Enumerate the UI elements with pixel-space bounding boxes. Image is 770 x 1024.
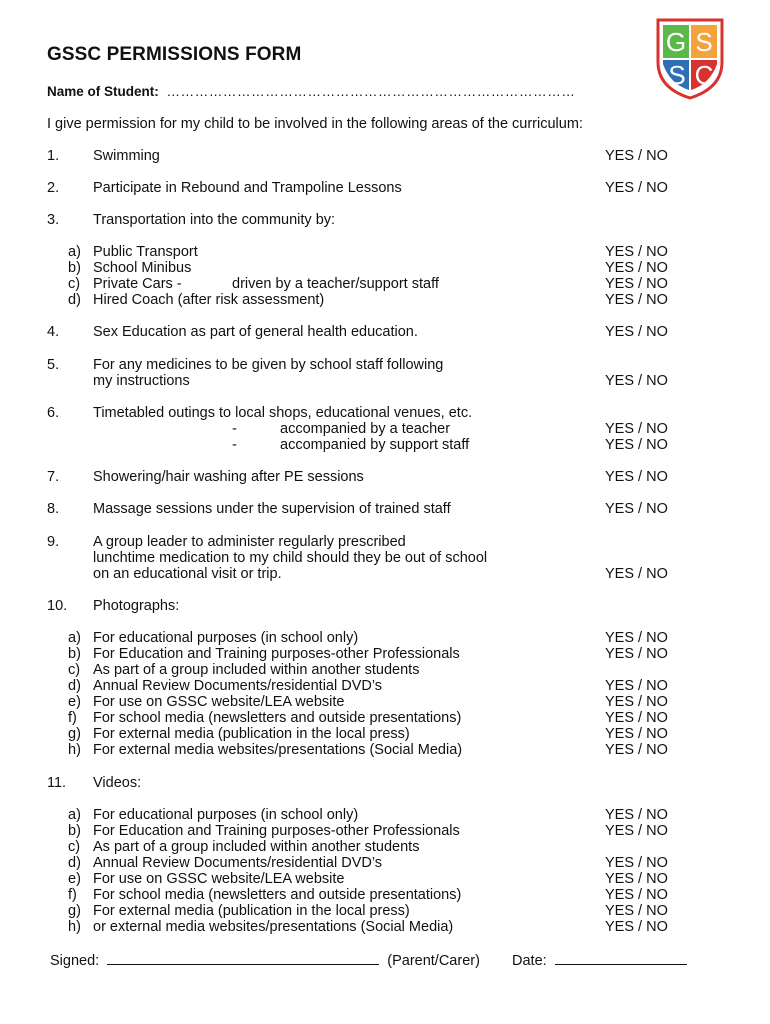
date-label: Date:	[512, 953, 547, 969]
sub-text: For use on GSSC website/LEA website	[93, 694, 345, 710]
logo-letter-g: G	[665, 27, 687, 57]
item-number: 5.	[47, 357, 60, 373]
sub-text: As part of a group included within another students	[93, 839, 420, 855]
sub-letter: h)	[68, 919, 81, 935]
item-number: 10.	[47, 598, 68, 614]
item-text: Swimming	[93, 148, 160, 164]
item-number: 11.	[47, 775, 67, 791]
yes-no-option[interactable]: YES / NO	[605, 437, 668, 453]
yes-no-option[interactable]: YES / NO	[605, 244, 668, 260]
item-text-line: For any medicines to be given by school staff following	[93, 357, 444, 373]
yes-no-option[interactable]: YES / NO	[605, 919, 668, 935]
item-text: Participate in Rebound and Trampoline Lessons	[93, 180, 402, 196]
sub-letter: c)	[68, 839, 81, 855]
signed-label: Signed:	[50, 953, 100, 969]
yes-no-option[interactable]: YES / NO	[605, 855, 668, 871]
item-number: 8.	[47, 501, 60, 517]
item-text: Transportation into the community by:	[93, 212, 336, 228]
sub-text: For external media (publication in the local press)	[93, 903, 410, 919]
sub-text: As part of a group included within another students	[93, 662, 420, 678]
student-name-label: Name of Student:	[47, 84, 159, 99]
yes-no-option[interactable]: YES / NO	[605, 742, 668, 758]
sub-letter: b)	[68, 646, 81, 662]
yes-no-option[interactable]: YES / NO	[605, 871, 668, 887]
yes-no-option[interactable]: YES / NO	[605, 807, 668, 823]
accompanied-option: accompanied by support staff	[280, 437, 470, 453]
sub-text: For educational purposes (in school only)	[93, 630, 359, 646]
sub-letter: d)	[68, 855, 81, 871]
yes-no-option[interactable]: YES / NO	[605, 887, 668, 903]
sub-text: Annual Review Documents/residential DVD’s	[93, 678, 383, 694]
sub-text: For external media websites/presentations (Social Media)	[93, 742, 463, 758]
sub-letter: e)	[68, 694, 81, 710]
sub-letter: g)	[68, 726, 81, 742]
sub-text: or external media websites/presentations (Social Media)	[93, 919, 454, 935]
accompanied-option: accompanied by a teacher	[280, 421, 451, 437]
sub-text: For use on GSSC website/LEA website	[93, 871, 345, 887]
sub-letter: b)	[68, 823, 81, 839]
logo-letter-s2: S	[668, 60, 686, 90]
yes-no-option[interactable]: YES / NO	[605, 694, 668, 710]
form-title: GSSC PERMISSIONS FORM	[47, 44, 302, 65]
sub-text: For school media (newsletters and outside presentations)	[93, 710, 462, 726]
dash-bullet: -	[232, 421, 237, 437]
sub-letter: d)	[68, 678, 81, 694]
student-name-field[interactable]: ……………………………………………………………………………	[166, 84, 576, 99]
logo-letter-c: C	[694, 60, 714, 90]
sub-text: Annual Review Documents/residential DVD’s	[93, 855, 383, 871]
item-text: Showering/hair washing after PE sessions	[93, 469, 364, 485]
yes-no-option[interactable]: YES / NO	[605, 180, 668, 196]
item-text-line: my instructions	[93, 373, 190, 389]
signature-field[interactable]	[107, 952, 379, 965]
yes-no-option[interactable]: YES / NO	[605, 726, 668, 742]
yes-no-option[interactable]: YES / NO	[605, 710, 668, 726]
student-name-row	[47, 84, 575, 99]
item-number: 7.	[47, 469, 60, 485]
yes-no-option[interactable]: YES / NO	[605, 421, 668, 437]
item-text: Videos:	[93, 775, 142, 791]
sub-letter: f)	[68, 887, 77, 903]
sub-letter: f)	[68, 710, 77, 726]
dash-bullet: -	[232, 437, 237, 453]
yes-no-option[interactable]: YES / NO	[605, 324, 668, 340]
item-text: Timetabled outings to local shops, educational venues, etc.	[93, 405, 473, 421]
gssc-logo	[654, 18, 726, 100]
logo-shield	[654, 18, 726, 100]
sub-text: For external media (publication in the local press)	[93, 726, 410, 742]
sub-text-extra: driven by a teacher/support staff	[232, 276, 439, 292]
logo-letter-s1: S	[695, 27, 713, 57]
item-number: 2.	[47, 180, 60, 196]
sub-text: Public Transport	[93, 244, 198, 260]
item-text: Photographs:	[93, 598, 180, 614]
sub-text: Hired Coach (after risk assessment)	[93, 292, 325, 308]
item-number: 9.	[47, 534, 60, 550]
sub-text: School Minibus	[93, 260, 192, 276]
yes-no-option[interactable]: YES / NO	[605, 148, 668, 164]
yes-no-option[interactable]: YES / NO	[605, 292, 668, 308]
date-field[interactable]	[555, 952, 687, 965]
sub-text: For school media (newsletters and outside presentations)	[93, 887, 462, 903]
yes-no-option[interactable]: YES / NO	[605, 630, 668, 646]
sub-letter: c)	[68, 276, 81, 292]
item-number: 1.	[47, 148, 60, 164]
item-text: Sex Education as part of general health education.	[93, 324, 418, 340]
signature-row	[50, 952, 480, 969]
sub-letter: g)	[68, 903, 81, 919]
yes-no-option[interactable]: YES / NO	[605, 276, 668, 292]
sub-text: For Education and Training purposes-other Professionals	[93, 823, 460, 839]
sub-letter: e)	[68, 871, 81, 887]
sub-text: For educational purposes (in school only)	[93, 807, 359, 823]
item-number: 3.	[47, 212, 60, 228]
date-row	[512, 952, 687, 969]
item-number: 4.	[47, 324, 60, 340]
sub-letter: a)	[68, 630, 81, 646]
sub-letter: b)	[68, 260, 81, 276]
yes-no-option[interactable]: YES / NO	[605, 501, 668, 517]
yes-no-option[interactable]: YES / NO	[605, 823, 668, 839]
yes-no-option[interactable]: YES / NO	[605, 566, 668, 582]
yes-no-option[interactable]: YES / NO	[605, 903, 668, 919]
parent-carer-label: (Parent/Carer)	[387, 953, 480, 969]
sub-letter: d)	[68, 292, 81, 308]
yes-no-option[interactable]: YES / NO	[605, 260, 668, 276]
sub-letter: a)	[68, 807, 81, 823]
item-text: Massage sessions under the supervision of trained staff	[93, 501, 451, 517]
intro-text: I give permission for my child to be involved in the following areas of the curriculum:	[47, 116, 583, 132]
sub-letter: h)	[68, 742, 81, 758]
yes-no-option[interactable]: YES / NO	[605, 678, 668, 694]
item-text-line: on an educational visit or trip.	[93, 566, 282, 582]
sub-letter: c)	[68, 662, 81, 678]
yes-no-option[interactable]: YES / NO	[605, 646, 668, 662]
sub-text: For Education and Training purposes-other Professionals	[93, 646, 460, 662]
item-number: 6.	[47, 405, 60, 421]
yes-no-option[interactable]: YES / NO	[605, 469, 668, 485]
item-text-line: lunchtime medication to my child should they be out of school	[93, 550, 488, 566]
sub-letter: a)	[68, 244, 81, 260]
sub-text: Private Cars -	[93, 276, 182, 292]
item-text-line: A group leader to administer regularly prescribed	[93, 534, 406, 550]
yes-no-option[interactable]: YES / NO	[605, 373, 668, 389]
